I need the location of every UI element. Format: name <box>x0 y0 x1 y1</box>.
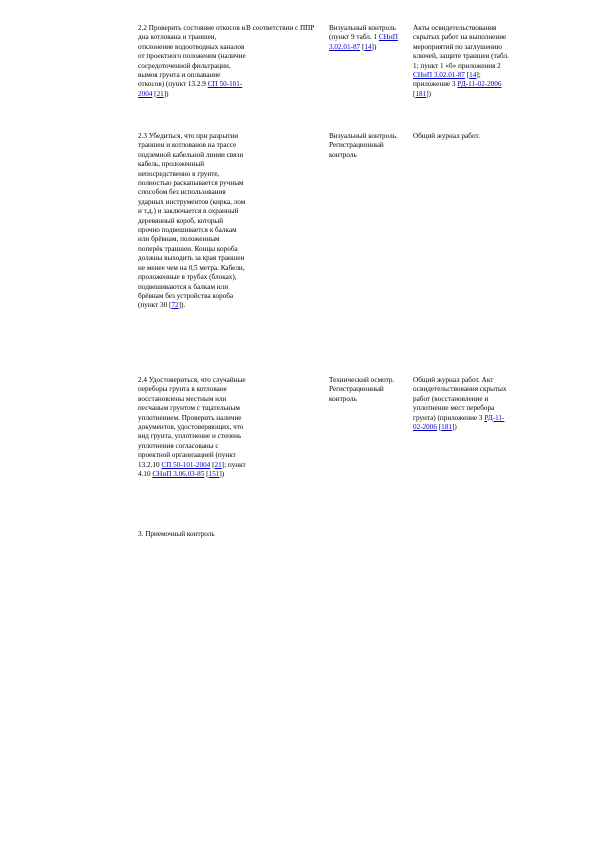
row-2-2-documents: Акты освидетельствования скрытых работ на выполнение мероприятий по заглушению ключей, защите траншеи (табл. 1; пункт 1 «б» приложения 2 СНиП 3.02.01-87 [14]; приложение 3 РД-11-02-2006 [181]) <box>413 24 509 98</box>
doc-link-sp-50-101-2004[interactable]: СП 50-101-2004 <box>138 80 243 98</box>
doc-link-rd-11-02-2006[interactable]: РД-11-02-2006 <box>413 413 505 432</box>
ref-link-21[interactable]: 21 <box>156 89 164 98</box>
row-2-2-requirement: 2.2 Проверить состояние откосов и дна котлована и траншеи, отклонение водоотводных каналов от проектного положения (наличие сосредоточенной фильтрации, вымоя грунта и оплывание откосов) (пункт 13.2.9 СП 50-101-2004 [21]) <box>138 24 246 98</box>
row-2-4-method: Технический осмотр. Регистрационный контроль <box>329 376 395 403</box>
doc-link-rd-11-02-2006[interactable]: РД-11-02-2006 <box>457 80 502 89</box>
ref-link-72[interactable]: 72 <box>171 301 179 310</box>
row-2-2-timing: В соответствии с ППР <box>246 24 315 32</box>
doc-link-snip-3-02-01-87[interactable]: СНиП 3.02.01-87 <box>329 33 398 51</box>
row-2-3-method: Визуальный контроль. Регистрационный контроль <box>329 132 398 159</box>
row-2-3-requirement: 2.3 Убедиться, что при разрытии траншеи и котлованов на трассе подземной кабельной линии связи кабель, проложенный непосредственно в грунте, полностью раскапывается ручным способом без использования ударных инструментов (кирка, лом и т.д.) и заключается в охранный деревянный короб, который прочно подвешивается к балкам или брёвнам, положенным поперёк траншеи. Концы короба должны выходить за края траншеи не менее чем на 0,5 метра. Кабели, проложенные в трубах (блоках), подвешиваются к балкам или брёвнам без устройства короба (пункт 30 [72]). <box>138 132 246 310</box>
doc-link-snip-3-02-01-87[interactable]: СНиП 3.02.01-87 <box>413 71 465 80</box>
section-3-heading: 3. Приемочный контроль <box>138 530 215 538</box>
doc-link-sp-50-101-2004[interactable]: СП 50-101-2004 <box>161 460 211 469</box>
row-2-2-text: 2.2 Проверить состояние откосов и дна котлована и траншеи, отклонение водоотводных каналов от проектного положения (наличие сосредоточенной фильтрации, вымоя грунта и оплывание откосов) (пункт 13.2.9 <box>138 24 246 89</box>
ref-link-181[interactable]: 181 <box>441 423 452 432</box>
doc-link-snip-3-06-03-85[interactable]: СНиП 3.06.03-85 <box>152 470 205 479</box>
row-2-4-documents: Общий журнал работ. Акт освидетельствования скрытых работ (восстановление и уплотнение мест перебора грунта) (приложение 3 РД-11-02-2006 [181]) <box>413 376 507 432</box>
row-2-4-requirement: 2.4 Удостовериться, что случайные переборы грунта в котловане восстановлены местным или песчаным грунтом с тщательным уплотнением. Проверить наличие документов, удостоверяющих, что вид грунта, уплотнение и степень уплотнения согласованы с проектной организацией (пункт 13.2.10 СП 50-101-2004 [21]; пункт 4.10 СНиП 3.06.03-85 [151]) <box>138 376 246 479</box>
ref-link-151[interactable]: 151 <box>208 470 220 479</box>
row-2-3-documents: Общий журнал работ. <box>413 132 480 140</box>
ref-link-14[interactable]: 14 <box>364 42 372 51</box>
ref-link-181[interactable]: 181 <box>415 89 427 98</box>
ref-link-21[interactable]: 21 <box>214 460 222 469</box>
ref-link-14[interactable]: 14 <box>469 71 477 80</box>
row-2-2-method: Визуальный контроль (пункт 9 табл. 1 СНиП 3.02.01-87 [14]) <box>329 24 398 51</box>
